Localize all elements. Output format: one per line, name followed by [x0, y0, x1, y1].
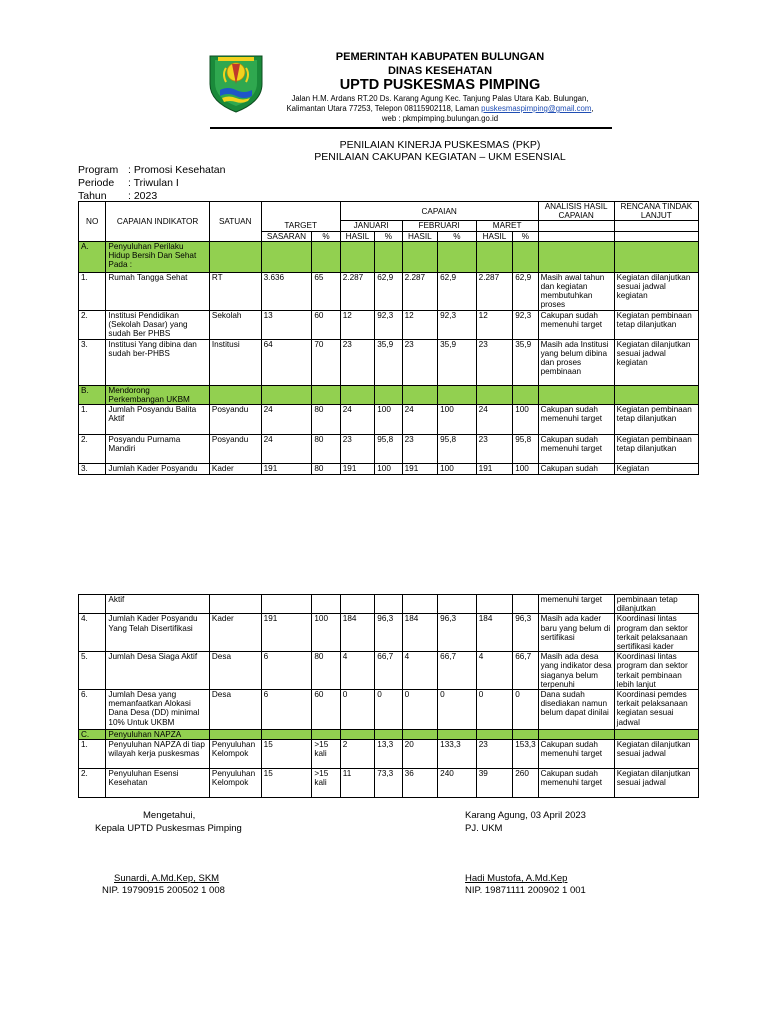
cell-plan: Koordinasi pemdes terkait pelaksanaan kegiatan sesuai jadwal: [614, 690, 698, 730]
table-row: [79, 595, 699, 614]
cell-target-pct: 100: [312, 614, 340, 652]
section-empty-cell: [375, 730, 402, 740]
cell-sasaran: 6: [261, 652, 312, 690]
section-empty-cell: [538, 241, 614, 272]
cell-sasaran: 191: [261, 614, 312, 652]
cell-plan: Kegiatan dilanjutkan sesuai jadwal kegiatan: [614, 339, 698, 385]
cell-mar-p: 100: [513, 405, 538, 435]
th-feb-pct: %: [438, 231, 477, 241]
cell-analysis: Cakupan sudah: [538, 464, 614, 475]
cell-target-pct: 80: [312, 652, 340, 690]
cell-no: 2.: [79, 769, 106, 798]
cell-plan: Koordinasi lintas program dan sektor terkait pembinaan lebih lanjut: [614, 652, 698, 690]
gov-line: PEMERINTAH KABUPATEN BULUNGAN: [335, 51, 545, 63]
cell-feb-p: 100: [438, 405, 477, 435]
section-empty-cell: [538, 730, 614, 740]
section-empty-cell: [476, 385, 513, 404]
cell-indicator: Rumah Tangga Sehat: [106, 272, 209, 310]
th-jan-hasil: HASIL: [340, 231, 374, 241]
cell-sasaran: 15: [261, 769, 312, 798]
cell-analysis: memenuhi target: [538, 595, 614, 614]
cell-mar-h: 191: [476, 464, 513, 475]
cell-target-pct: 60: [312, 310, 340, 339]
cell-sasaran: 15: [261, 740, 312, 769]
cell-no: 1.: [79, 740, 106, 769]
cell-unit: Desa: [209, 652, 261, 690]
table-row: [79, 740, 699, 769]
section-empty-cell: [340, 385, 374, 404]
section-number: C.: [79, 730, 106, 740]
cell-feb-p: 133,3: [438, 740, 477, 769]
section-empty-cell: [438, 730, 477, 740]
cell-jan-p: 0: [375, 690, 402, 730]
th-mar-hasil: HASIL: [476, 231, 513, 241]
report-title: PENILAIAN KINERJA PUSKESMAS (PKP): [339, 139, 541, 151]
cell-feb-h: 184: [402, 614, 438, 652]
table-row: [79, 690, 699, 730]
meta-year-label: Tahun: [78, 190, 107, 202]
assessment-table-page-2: [78, 594, 699, 798]
cell-jan-p: 100: [375, 405, 402, 435]
cell-plan: Kegiatan pembinaan tetap dilanjutkan: [614, 435, 698, 464]
section-title: Penyuluhan Perilaku Hidup Bersih Dan Sehat Pada :: [106, 241, 209, 272]
cell-feb-h: 2.287: [402, 272, 438, 310]
th-feb-hasil: HASIL: [402, 231, 438, 241]
cell-feb-p: 62,9: [438, 272, 477, 310]
cell-mar-h: 23: [476, 339, 513, 385]
cell-unit: Kader: [209, 614, 261, 652]
cell-feb-p: 95,8: [438, 435, 477, 464]
cell-mar-h: 0: [476, 690, 513, 730]
address-comma: ,: [591, 104, 594, 113]
cell-jan-h: 2.287: [340, 272, 374, 310]
cell-mar-p: 66,7: [513, 652, 538, 690]
cell-indicator: Jumlah Kader Posyandu Yang Telah Disertifikasi: [106, 614, 210, 652]
cell-mar-h: 23: [476, 740, 513, 769]
cell-indicator: Penyuluhan NAPZA di tiap wilayah kerja puskesmas: [106, 740, 210, 769]
th-plan-blank: [614, 221, 698, 231]
cell-analysis: Cakupan sudah memenuhi target: [538, 740, 614, 769]
section-empty-cell: [614, 241, 698, 272]
table-row: [79, 464, 699, 475]
section-empty-cell: [513, 385, 538, 404]
section-empty-cell: [614, 385, 698, 404]
cell-no: 1.: [79, 405, 106, 435]
address-line-1: Jalan H.M. Ardans RT.20 Ds. Karang Agung Kec. Tanjung Palas Utara Kab. Bulungan,: [291, 94, 589, 103]
cell-indicator: Institusi Yang dibina dan sudah ber-PHBS: [106, 339, 209, 385]
cell-sasaran: 64: [261, 339, 312, 385]
cell-mar-h: 12: [476, 310, 513, 339]
cell-jan-p: 96,3: [375, 614, 402, 652]
cell-target-pct: 70: [312, 339, 340, 385]
meta-period-label: Periode: [78, 177, 115, 189]
cell-feb-p: [438, 595, 477, 614]
cell-indicator: Jumlah Kader Posyandu: [106, 464, 209, 475]
th-no: NO: [79, 202, 106, 242]
th-target: TARGET: [261, 202, 340, 232]
cell-sasaran: [261, 595, 312, 614]
cell-sasaran: 13: [261, 310, 312, 339]
meta-program-label: Program: [78, 164, 119, 176]
meta-year-value: : 2023: [128, 190, 158, 202]
th-sasaran: SASARAN: [261, 231, 312, 241]
dept-line: DINAS KESEHATAN: [387, 65, 493, 77]
cell-plan: Kegiatan dilanjutkan sesuai jadwal: [614, 740, 698, 769]
cell-mar-p: 100: [513, 464, 538, 475]
cell-analysis: Masih ada kader baru yang belum di sertifikasi: [538, 614, 614, 652]
th-mar: MARET: [476, 221, 538, 231]
cell-analysis: Cakupan sudah memenuhi target: [538, 769, 614, 798]
cell-target-pct: >15 kali: [312, 769, 340, 798]
cell-no: 4.: [79, 614, 106, 652]
cell-feb-h: [402, 595, 438, 614]
table-row: [79, 435, 699, 464]
th-analysis: ANALISIS HASIL CAPAIAN: [538, 202, 614, 221]
cell-unit: Institusi: [209, 339, 261, 385]
section-empty-cell: [513, 241, 538, 272]
cell-feb-h: 191: [402, 464, 438, 475]
cell-analysis: Cakupan sudah memenuhi target: [538, 405, 614, 435]
cell-feb-h: 24: [402, 405, 438, 435]
sig-left-nip: NIP. 19790915 200502 1 008: [102, 885, 225, 896]
cell-unit: Penyuluhan Kelompok: [209, 740, 261, 769]
th-jan: JANUARI: [340, 221, 402, 231]
cell-indicator: Jumlah Posyandu Balita Aktif: [106, 405, 209, 435]
table-row: [79, 272, 699, 310]
cell-indicator: Penyuluhan Esensi Kesehatan: [106, 769, 210, 798]
cell-jan-h: 12: [340, 310, 374, 339]
cell-plan: Kegiatan pembinaan tetap dilanjutkan: [614, 405, 698, 435]
cell-unit: RT: [209, 272, 261, 310]
cell-analysis: Masih awal tahun dan kegiatan membutuhkan proses: [538, 272, 614, 310]
th-capaian: CAPAIAN: [340, 202, 538, 221]
cell-no: 1.: [79, 272, 106, 310]
cell-sasaran: 24: [261, 435, 312, 464]
section-empty-cell: [209, 241, 261, 272]
cell-mar-h: 24: [476, 405, 513, 435]
cell-jan-h: 11: [340, 769, 375, 798]
cell-no: 6.: [79, 690, 106, 730]
cell-jan-h: 23: [340, 435, 374, 464]
sig-left-acknowledged: Mengetahui,: [143, 810, 196, 821]
cell-unit: Posyandu: [209, 405, 261, 435]
cell-jan-p: 66,7: [375, 652, 402, 690]
cell-jan-h: 24: [340, 405, 374, 435]
cell-indicator: Institusi Pendidikan (Sekolah Dasar) yang sudah Ber PHBS: [106, 310, 209, 339]
cell-feb-p: 35,9: [438, 339, 477, 385]
sig-left-position: Kepala UPTD Puskesmas Pimping: [95, 823, 242, 834]
cell-mar-p: 35,9: [513, 339, 538, 385]
sig-left-name: Sunardi, A.Md.Kep, SKM: [114, 873, 220, 884]
cell-plan: Kegiatan pembinaan tetap dilanjutkan: [614, 310, 698, 339]
facility-name: UPTD PUSKESMAS PIMPING: [339, 77, 541, 93]
table-row: [79, 405, 699, 435]
th-mar-pct: %: [513, 231, 538, 241]
section-row: [79, 730, 699, 740]
cell-mar-p: 260: [513, 769, 538, 798]
th-jan-pct: %: [375, 231, 402, 241]
th-target-pct: %: [312, 231, 340, 241]
cell-jan-p: 95,8: [375, 435, 402, 464]
cell-indicator: Posyandu Purnama Mandiri: [106, 435, 209, 464]
cell-feb-p: 240: [438, 769, 477, 798]
section-empty-cell: [261, 730, 312, 740]
th-plan-blank-2: [614, 231, 698, 241]
table-row: [79, 652, 699, 690]
cell-unit: Kader: [209, 464, 261, 475]
cell-feb-h: 36: [402, 769, 438, 798]
letterhead-rule: [210, 127, 612, 129]
cell-jan-h: [340, 595, 375, 614]
section-empty-cell: [209, 385, 261, 404]
section-empty-cell: [513, 730, 538, 740]
cell-target-pct: >15 kali: [312, 740, 340, 769]
cell-target-pct: 80: [312, 464, 340, 475]
section-empty-cell: [312, 385, 340, 404]
cell-plan: Kegiatan: [614, 464, 698, 475]
cell-mar-p: 62,9: [513, 272, 538, 310]
cell-jan-p: 73,3: [375, 769, 402, 798]
cell-no: 3.: [79, 464, 106, 475]
cell-target-pct: [312, 595, 340, 614]
cell-mar-h: 39: [476, 769, 513, 798]
sig-right-name: Hadi Mustofa, A.Md.Kep: [465, 873, 568, 884]
cell-feb-p: 100: [438, 464, 477, 475]
section-empty-cell: [438, 241, 477, 272]
section-empty-cell: [614, 730, 698, 740]
cell-mar-p: 153,3: [513, 740, 538, 769]
cell-jan-p: [375, 595, 402, 614]
website-line: web : pkmpimping.bulungan.go.id: [381, 114, 499, 123]
cell-plan: Kegiatan dilanjutkan sesuai jadwal: [614, 769, 698, 798]
table-row: [79, 339, 699, 385]
section-row: [79, 385, 699, 404]
section-empty-cell: [375, 385, 402, 404]
cell-analysis: Masih ada desa yang indikator desa siaganya belum terpenuhi: [538, 652, 614, 690]
cell-jan-h: 191: [340, 464, 374, 475]
cell-jan-p: 92,3: [375, 310, 402, 339]
cell-target-pct: 65: [312, 272, 340, 310]
cell-feb-h: 23: [402, 339, 438, 385]
cell-indicator: Jumlah Desa yang memanfaatkan Alokasi Dana Desa (DD) minimal 10% Untuk UKBM: [106, 690, 210, 730]
sig-right-nip: NIP. 19871111 200902 1 001: [465, 885, 586, 896]
cell-mar-h: 184: [476, 614, 513, 652]
cell-jan-p: 35,9: [375, 339, 402, 385]
cell-analysis: Masih ada Institusi yang belum dibina dan proses pembinaan: [538, 339, 614, 385]
cell-no: 2.: [79, 435, 106, 464]
sig-right-place-date: Karang Agung, 03 April 2023: [465, 810, 586, 821]
cell-jan-p: 100: [375, 464, 402, 475]
assessment-table-page-1: [78, 201, 699, 475]
cell-feb-h: 12: [402, 310, 438, 339]
meta-period-value: : Triwulan I: [128, 177, 179, 189]
cell-unit: Desa: [209, 690, 261, 730]
section-empty-cell: [402, 241, 438, 272]
cell-mar-p: [513, 595, 538, 614]
sig-right-position: PJ. UKM: [465, 823, 503, 834]
section-empty-cell: [476, 730, 513, 740]
table-row: [79, 769, 699, 798]
cell-indicator: Jumlah Desa Siaga Aktif: [106, 652, 210, 690]
cell-feb-p: 0: [438, 690, 477, 730]
th-plan: RENCANA TINDAK LANJUT: [614, 202, 698, 221]
cell-jan-h: 4: [340, 652, 375, 690]
cell-analysis: Cakupan sudah memenuhi target: [538, 435, 614, 464]
th-feb: FEBRUARI: [402, 221, 476, 231]
table-row: [79, 310, 699, 339]
section-empty-cell: [261, 241, 312, 272]
address-phone-text: Kalimantan Utara 77253, Telepon 08115902118, Laman: [286, 104, 479, 113]
section-empty-cell: [340, 241, 374, 272]
cell-unit: Penyuluhan Kelompok: [209, 769, 261, 798]
cell-indicator: Aktif: [106, 595, 210, 614]
section-empty-cell: [402, 730, 438, 740]
cell-unit: Sekolah: [209, 310, 261, 339]
section-number: B.: [79, 385, 106, 404]
section-empty-cell: [476, 241, 513, 272]
cell-plan: pembinaan tetap dilanjutkan: [614, 595, 698, 614]
cell-mar-h: [476, 595, 513, 614]
section-empty-cell: [340, 730, 375, 740]
th-analysis-blank: [538, 221, 614, 231]
cell-feb-h: 20: [402, 740, 438, 769]
cell-feb-h: 23: [402, 435, 438, 464]
cell-no: [79, 595, 106, 614]
section-empty-cell: [402, 385, 438, 404]
cell-analysis: Cakupan sudah memenuhi target: [538, 310, 614, 339]
cell-feb-p: 96,3: [438, 614, 477, 652]
th-unit: SATUAN: [209, 202, 261, 242]
cell-no: 2.: [79, 310, 106, 339]
section-empty-cell: [312, 730, 340, 740]
section-number: A.: [79, 241, 106, 272]
section-empty-cell: [209, 730, 261, 740]
cell-plan: Koordinasi lintas program dan sektor terkait pelaksanaan sertifikasi kader: [614, 614, 698, 652]
cell-sasaran: 191: [261, 464, 312, 475]
cell-feb-h: 4: [402, 652, 438, 690]
address-line-2: [240, 104, 640, 113]
cell-sasaran: 3.636: [261, 272, 312, 310]
section-title: Mendorong Perkembangan UKBM: [106, 385, 209, 404]
th-indicator: CAPAIAN INDIKATOR: [106, 202, 209, 242]
cell-unit: Posyandu: [209, 435, 261, 464]
cell-sasaran: 24: [261, 405, 312, 435]
cell-mar-p: 0: [513, 690, 538, 730]
cell-jan-h: 2: [340, 740, 375, 769]
cell-target-pct: 80: [312, 435, 340, 464]
cell-no: 3.: [79, 339, 106, 385]
section-empty-cell: [538, 385, 614, 404]
section-empty-cell: [261, 385, 312, 404]
table-row: [79, 614, 699, 652]
cell-mar-h: 23: [476, 435, 513, 464]
cell-feb-p: 66,7: [438, 652, 477, 690]
cell-jan-h: 184: [340, 614, 375, 652]
cell-unit: [209, 595, 261, 614]
cell-sasaran: 6: [261, 690, 312, 730]
cell-feb-h: 0: [402, 690, 438, 730]
email-link[interactable]: puskesmaspimping@gmail.com: [481, 104, 592, 113]
cell-feb-p: 92,3: [438, 310, 477, 339]
cell-mar-p: 95,8: [513, 435, 538, 464]
section-row: [79, 241, 699, 272]
cell-target-pct: 80: [312, 405, 340, 435]
cell-mar-p: 92,3: [513, 310, 538, 339]
cell-plan: Kegiatan dilanjutkan sesuai jadwal kegiatan: [614, 272, 698, 310]
report-subtitle: PENILAIAN CAKUPAN KEGIATAN – UKM ESENSIAL: [314, 151, 566, 163]
th-analysis-blank-2: [538, 231, 614, 241]
cell-analysis: Dana sudah disediakan namun belum dapat dinilai: [538, 690, 614, 730]
cell-no: 5.: [79, 652, 106, 690]
section-empty-cell: [375, 241, 402, 272]
section-title: Penyuluhan NAPZA: [106, 730, 210, 740]
cell-mar-h: 2.287: [476, 272, 513, 310]
cell-jan-h: 23: [340, 339, 374, 385]
cell-jan-h: 0: [340, 690, 375, 730]
cell-jan-p: 62,9: [375, 272, 402, 310]
cell-jan-p: 13,3: [375, 740, 402, 769]
section-empty-cell: [438, 385, 477, 404]
section-empty-cell: [312, 241, 340, 272]
cell-mar-p: 96,3: [513, 614, 538, 652]
cell-target-pct: 60: [312, 690, 340, 730]
meta-program-value: : Promosi Kesehatan: [128, 164, 226, 176]
cell-mar-h: 4: [476, 652, 513, 690]
